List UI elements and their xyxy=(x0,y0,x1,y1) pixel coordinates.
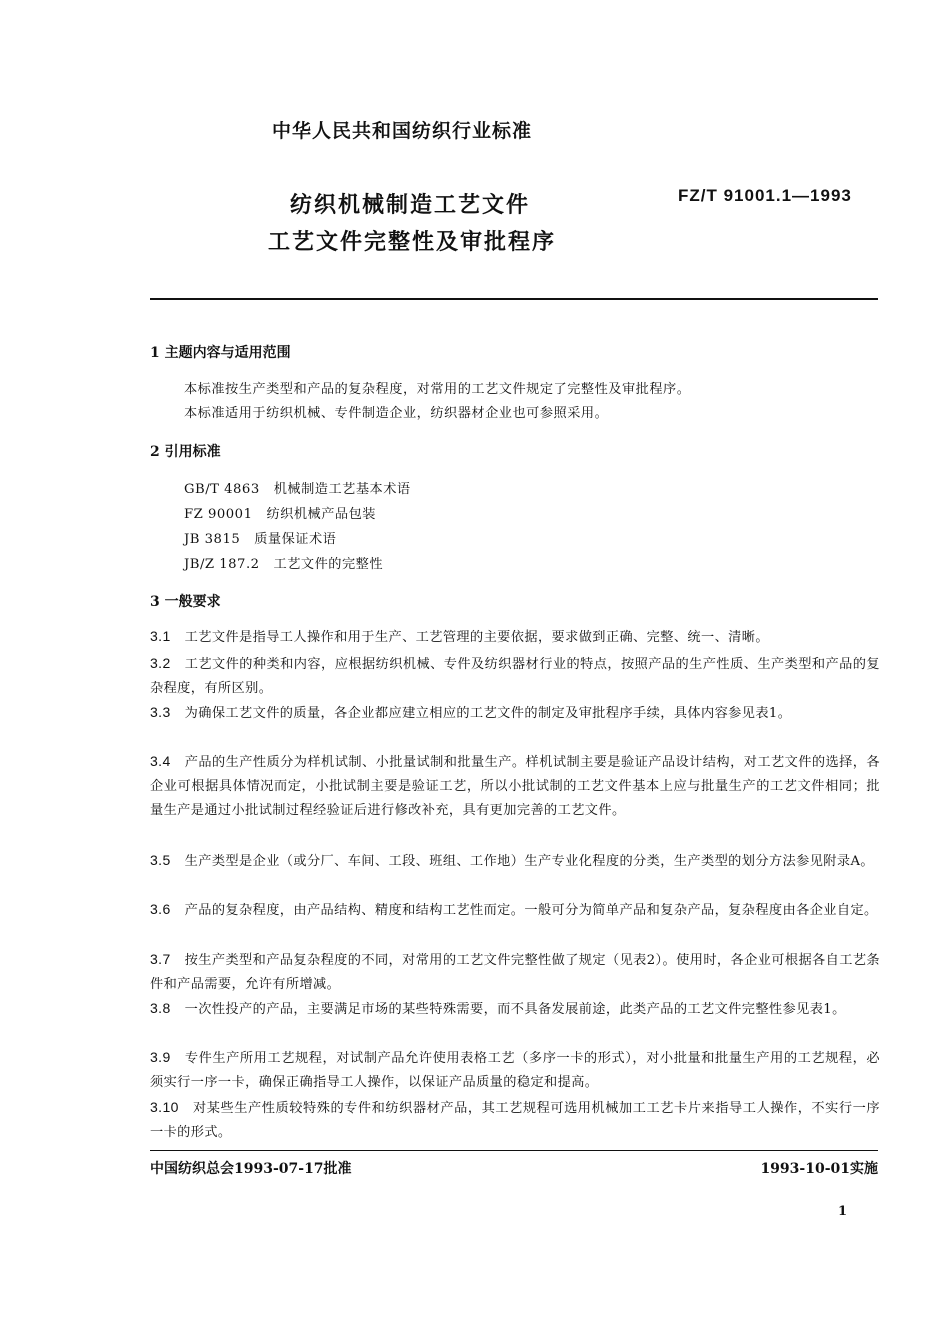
clause-number: 3.1 xyxy=(150,628,171,644)
clause-3-5 xyxy=(150,848,880,874)
clause-3-3 xyxy=(150,700,880,726)
clause-3-4 xyxy=(150,749,880,823)
clause-text: 工艺文件的种类和内容，应根据纺织机械、专件及纺织器材行业的特点，按照产品的生产性质、生产类型和产品的复杂程度，有所区别。 xyxy=(150,657,880,696)
reference-code: JB/Z 187.2 xyxy=(184,557,260,572)
clause-number: 3.4 xyxy=(150,753,171,769)
clause-3-7 xyxy=(150,947,880,997)
document-title-line-1: 纺织机械制造工艺文件 xyxy=(290,192,531,218)
implementation-date: 1993-10-01实施 xyxy=(760,1161,878,1177)
reference-title: 质量保证术语 xyxy=(254,532,337,547)
clause-text: 产品的生产性质分为样机试制、小批量试制和批量生产。样机试制主要是验证产品设计结构，对工艺文件的选择，各企业可根据具体情况而定，小批试制主要是验证工艺，所以小批试制的工艺文件基本上应与批量生产的工艺文件相同；批量生产是通过小批试制过程经验证后进行修改补充，具有更加完善的工艺文件。 xyxy=(150,755,880,818)
header-divider xyxy=(150,298,878,300)
reference-item xyxy=(184,503,376,522)
reference-title: 机械制造工艺基本术语 xyxy=(273,482,411,497)
approval-date: 中国纺织总会1993-07-17批准 xyxy=(150,1161,352,1177)
reference-code: JB 3815 xyxy=(184,532,241,547)
reference-code: GB/T 4863 xyxy=(184,482,260,497)
standard-body-title: 中华人民共和国纺织行业标准 xyxy=(272,120,533,142)
section-1-paragraph-1: 本标准按生产类型和产品的复杂程度，对常用的工艺文件规定了完整性及审批程序。 xyxy=(184,382,691,397)
section-1-heading: 1 主题内容与适用范围 xyxy=(150,345,291,361)
clause-number: 3.5 xyxy=(150,852,171,868)
clause-number: 3.6 xyxy=(150,901,171,917)
clause-3-10 xyxy=(150,1095,880,1145)
clause-text: 生产类型是企业（或分厂、车间、工段、班组、工作地）生产专业化程度的分类，生产类型的划分方法参见附录A。 xyxy=(184,854,874,869)
reference-code: FZ 90001 xyxy=(184,507,253,522)
clause-number: 3.2 xyxy=(150,655,171,671)
clause-text: 专件生产所用工艺规程，对试制产品允许使用表格工艺（多序一卡的形式），对小批量和批量生产用的工艺规程，必须实行一序一卡，确保正确指导工人操作，以保证产品质量的稳定和提高。 xyxy=(150,1051,880,1090)
reference-title: 工艺文件的完整性 xyxy=(273,557,384,572)
clause-text: 一次性投产的产品，主要满足市场的某些特殊需要，而不具备发展前途，此类产品的工艺文件完整性参见表1。 xyxy=(184,1002,846,1017)
section-3-heading: 3 一般要求 xyxy=(150,594,221,610)
clause-number: 3.10 xyxy=(150,1099,179,1115)
clause-text: 按生产类型和产品复杂程度的不同，对常用的工艺文件完整性做了规定（见表2）。使用时，各企业可根据各自工艺条件和产品需要，允许有所增减。 xyxy=(150,953,880,992)
clause-3-1 xyxy=(150,624,880,650)
clause-text: 对某些生产性质较特殊的专件和纺织器材产品，其工艺规程可选用机械加工工艺卡片来指导工人操作，不实行一序一卡的形式。 xyxy=(150,1101,880,1140)
section-1-paragraph-2: 本标准适用于纺织机械、专件制造企业，纺织器材企业也可参照采用。 xyxy=(184,406,609,421)
reference-item xyxy=(184,553,383,572)
clause-3-9 xyxy=(150,1045,880,1095)
reference-item xyxy=(184,528,336,547)
reference-title: 纺织机械产品包装 xyxy=(266,507,376,522)
clause-3-6 xyxy=(150,897,880,923)
clause-number: 3.7 xyxy=(150,951,171,967)
page-number: 1 xyxy=(838,1204,848,1219)
footer-divider xyxy=(150,1150,878,1151)
clause-text: 产品的复杂程度，由产品结构、精度和结构工艺性而定。一般可分为简单产品和复杂产品，复杂程度由各企业自定。 xyxy=(184,903,878,918)
clause-3-8 xyxy=(150,996,880,1022)
clause-text: 工艺文件是指导工人操作和用于生产、工艺管理的主要依据，要求做到正确、完整、统一、清晰。 xyxy=(184,630,769,645)
standard-number: FZ/T 91001.1—1993 xyxy=(678,186,852,205)
clause-number: 3.8 xyxy=(150,1000,171,1016)
clause-text: 为确保工艺文件的质量，各企业都应建立相应的工艺文件的制定及审批程序手续，具体内容参见表1。 xyxy=(184,706,792,721)
document-title-line-2: 工艺文件完整性及审批程序 xyxy=(268,229,557,255)
clause-3-2 xyxy=(150,651,880,701)
section-2-heading: 2 引用标准 xyxy=(150,444,221,460)
clause-number: 3.9 xyxy=(150,1049,171,1065)
reference-item xyxy=(184,478,411,497)
clause-number: 3.3 xyxy=(150,704,171,720)
